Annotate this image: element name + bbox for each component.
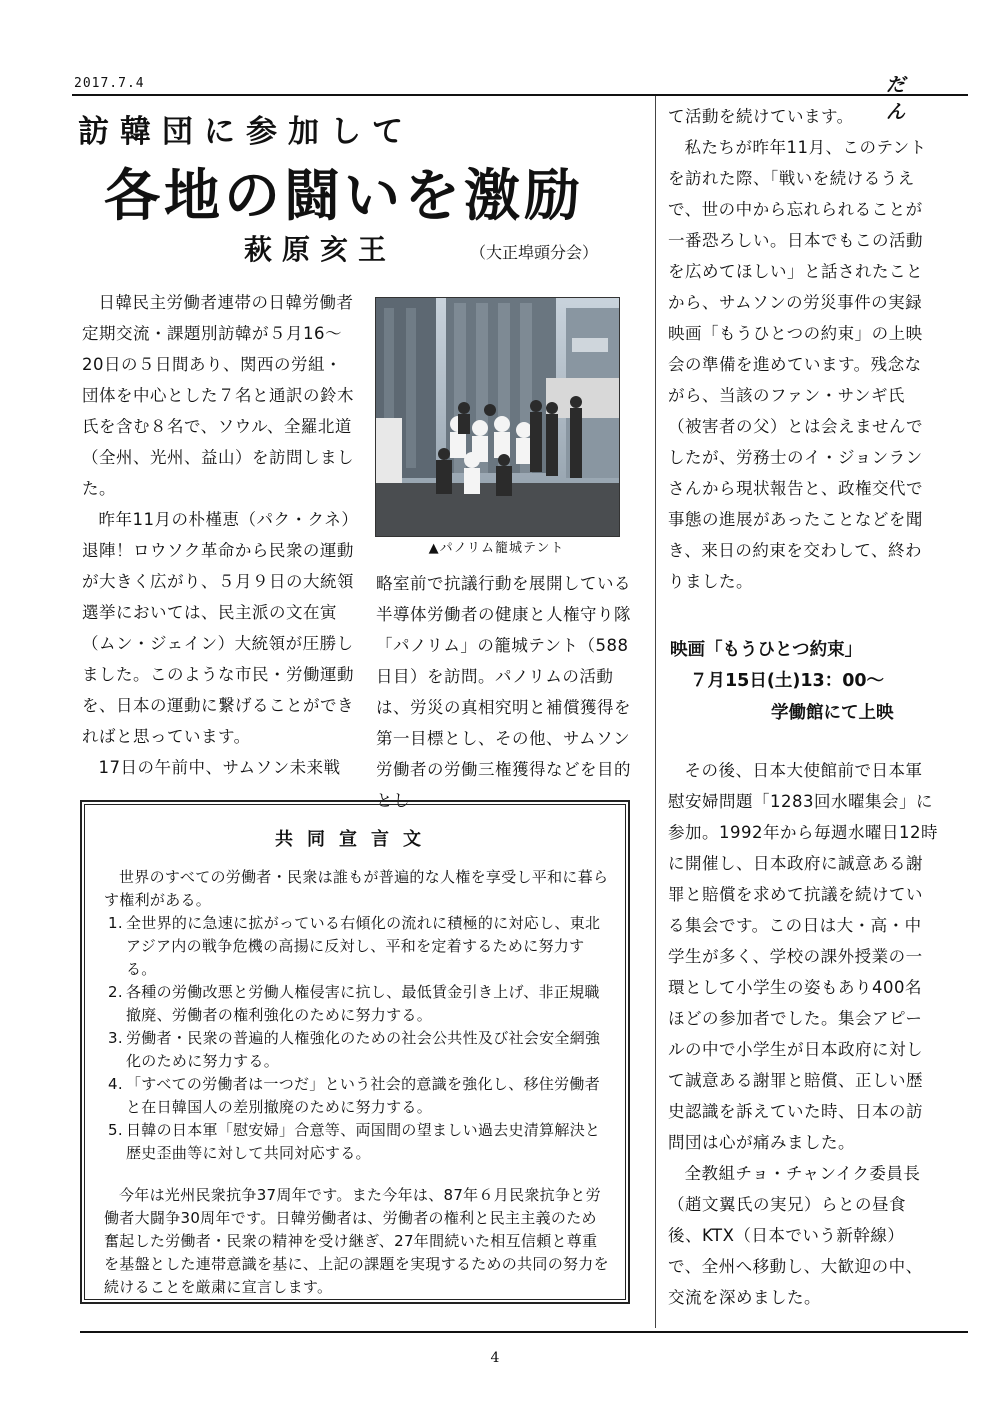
paragraph: その後、日本大使館前で日本軍慰安婦問題「1283回水曜集会」に参加。1992年から毎週水曜日12時に開催し、日本政府に誠意ある謝罪と賠償を求めて抗議を続けている集会です。この日は大・高・中学生が多く、学校の課外授業の一環として小学生の姿もあり400名ほどの参加者でした。集会アピールの中で小学生が日本政府に対して誠意ある謝罪と賠償、正しい歴史認識を訴えていた時、日本の訪問団は心が痛みました。 bbox=[668, 761, 938, 1152]
paragraph: 略室前で抗議行動を展開している半導体労働者の健康と人権守り隊「パノリム」の籠城テント（588日目）を訪問。パノリムの活動は、労災の真相究明と補償獲得を第一目標とし、その他、サムソン労働者の労働三権獲得などを目的とし bbox=[376, 574, 631, 810]
paragraph: 17日の午前中、サムソン未来戦 bbox=[98, 758, 341, 777]
article-column-3 bbox=[668, 101, 938, 597]
declaration-items bbox=[104, 912, 610, 1165]
film-screening-title: 映画「もうひとつ約束」 bbox=[670, 640, 863, 660]
item-text: 労働者・民衆の普遍的人権強化のための社会公共性及び社会安全網強化のために努力する。 bbox=[126, 1029, 601, 1070]
page-number: 4 bbox=[490, 1350, 500, 1366]
photo-illustration bbox=[376, 298, 619, 536]
item-number: 5. bbox=[108, 1121, 123, 1139]
footer-rule bbox=[80, 1331, 968, 1333]
item-text: 「すべての労働者は一つだ」という社会的意識を強化し、移住労働者と在日韓国人の差別撤廃のために努力する。 bbox=[126, 1075, 601, 1116]
item-text: 日韓の日本軍「慰安婦」合意等、両国間の望ましい過去史清算解決と歴史歪曲等に対して共同対応する。 bbox=[126, 1121, 601, 1162]
item-text: 全世界的に急速に拡がっている右傾化の流れに積極的に対応し、東北アジア内の戦争危機の高揚に反対し、平和を定着するために努力する。 bbox=[126, 914, 601, 978]
newsletter-name: だん bbox=[886, 74, 944, 123]
item-number: 4. bbox=[108, 1075, 123, 1093]
film-screening-date: ７月15日(土)13：00～ bbox=[690, 671, 885, 691]
declaration-item bbox=[104, 981, 610, 1027]
paragraph: 昨年11月の朴槿恵（パク・クネ）退陣！ロウソク革命から民衆の運動が大きく広がり、５月９日の大統領選挙においては、民主派の文在寅（ムン・ジェイン）大統領が圧勝しました。このような市民・労働運動を、日本の運動に繋げることができればと思っています。 bbox=[82, 510, 354, 746]
author-affiliation: （大正埠頭分会） bbox=[470, 243, 599, 262]
declaration-intro: 世界のすべての労働者・民衆は誰もが普遍的な人権を享受し平和に暮らす権利がある。 bbox=[104, 868, 609, 909]
declaration-closing: 今年は光州民衆抗争37周年です。また今年は、87年６月民衆抗争と労働者大闘争30周年です。日韓労働者は、労働者の権利と民主主義のため奮起した労働者・民衆の精神を受け継ぎ、27年間続いた相互信頼と尊重を基盤とした連帯意識を基に、上記の課題を実現するための共同の努力を続けることを厳粛に宣言します。 bbox=[104, 1186, 609, 1296]
header-rule bbox=[72, 94, 968, 96]
item-number: 3. bbox=[108, 1029, 123, 1047]
photo-caption: ▲パノリム籠城テント bbox=[428, 541, 565, 556]
declaration-item bbox=[104, 1119, 610, 1165]
film-screening-venue: 学働館にて上映 bbox=[771, 703, 894, 723]
column-divider bbox=[655, 96, 656, 1328]
article-headline: 各地の闘いを激励 bbox=[104, 164, 584, 229]
paragraph: 日韓民主労働者連帯の日韓労働者定期交流・課題別訪韓が５月16～20日の５日間あり、関西の労組・団体を中心とした７名と通訳の鈴木氏を含む８名で、ソウル、全羅北道（全州、光州、益山）を訪問しました。 bbox=[82, 293, 354, 498]
paragraph: 私たちが昨年11月、このテントを訪れた際、「戦いを続けるうえで、世の中から忘れられることが一番恐ろしい。日本でもこの活動を広めてほしい」と話されたことから、サムソンの労災事件の実録映画「もうひとつの約束」の上映会の準備を進めています。残念ながら、当該のファン・サンギ氏（被害者の父）とは会えませんでしたが、労務士のイ・ジョンランさんから現状報告と、政権交代で事態の進展があったことなどを聞き、来日の約束を交わして、終わりました。 bbox=[668, 138, 927, 591]
item-number: 1. bbox=[108, 914, 123, 932]
item-number: 2. bbox=[108, 983, 123, 1001]
issue-date: 2017.7.4 bbox=[74, 76, 145, 91]
author-name: 萩原亥王 bbox=[244, 233, 397, 266]
declaration-item bbox=[104, 1027, 610, 1073]
declaration-item bbox=[104, 1073, 610, 1119]
article-column-1 bbox=[82, 287, 354, 783]
article-column-3-continued bbox=[668, 755, 938, 1313]
article-column-2 bbox=[376, 568, 642, 816]
protest-tent-photo bbox=[375, 297, 620, 537]
declaration-title: 共同宣言文 bbox=[275, 829, 435, 850]
item-text: 各種の労働改悪と労働人権侵害に抗し、最低賃金引き上げ、非正規職撤廃、労働者の権利強化のために努力する。 bbox=[126, 983, 600, 1024]
paragraph: て活動を続けています。 bbox=[668, 107, 854, 126]
declaration-body bbox=[104, 866, 610, 1299]
paragraph: 全教組チョ・チャンイク委員長（趙文翼氏の実兄）らとの昼食後、KTX（日本でいう新幹線）で、全州へ移動し、大歓迎の中、交流を深めました。 bbox=[668, 1164, 923, 1307]
article-kicker: 訪韓団に参加して bbox=[78, 114, 414, 150]
declaration-item bbox=[104, 912, 610, 981]
